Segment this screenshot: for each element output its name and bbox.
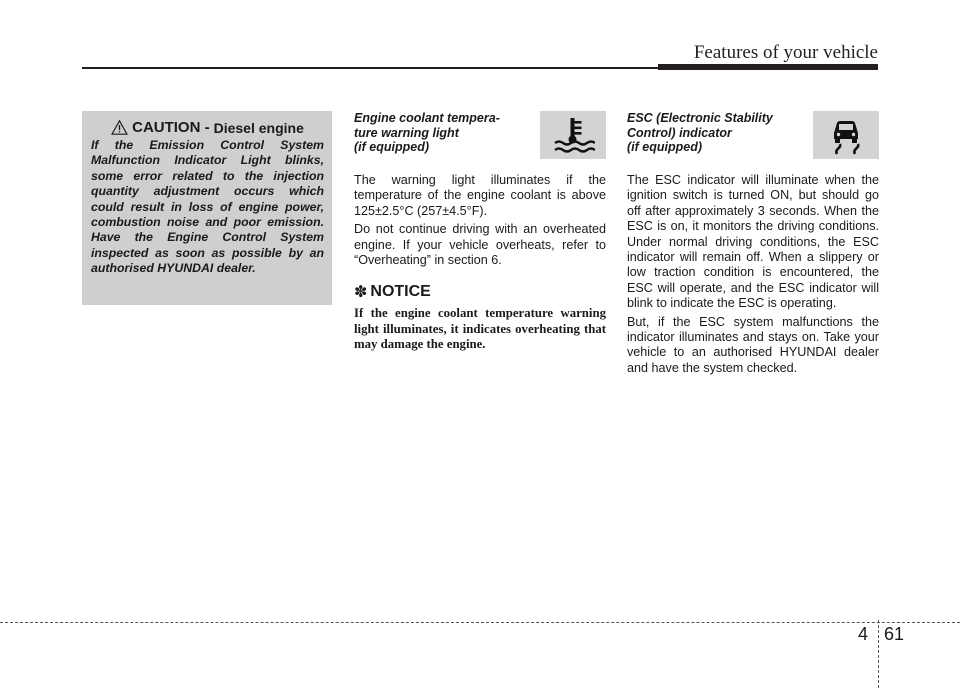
chapter-number: 4 (858, 624, 869, 644)
caution-subject: Diesel engine (213, 119, 304, 136)
header-rule-accent (658, 64, 878, 70)
esc-heading-line1: ESC (Electronic Stability (627, 111, 773, 125)
caution-body: If the Emission Control System Malfunction Indicator Light blinks, some error related to the injection quantity adjustment occurs which could result in loss of engine power, combustion noise and poor emission. Have the Engine Control System inspected as soon as possible by an authorised HYUNDAI dealer. (91, 138, 324, 276)
notice-body: If the engine coolant temperature warning light illuminates, it indicates overheating that may damage the engine. (354, 306, 606, 352)
caution-label: CAUTION - (132, 119, 210, 136)
coolant-section (354, 111, 606, 353)
page-number: 61 (884, 624, 905, 644)
warning-triangle-icon (111, 120, 128, 135)
caution-box (82, 111, 332, 305)
coolant-heading-line3: (if equipped) (354, 140, 429, 154)
coolant-icon-box (540, 111, 606, 159)
notice-label: NOTICE (370, 283, 431, 301)
coolant-heading-line1: Engine coolant tempera- (354, 111, 500, 125)
footer-separator (878, 620, 879, 688)
notice-heading (354, 282, 606, 302)
coolant-heading-line2: ture warning light (354, 125, 459, 140)
coolant-paragraph-1: The warning light illuminates if the temperature of the engine coolant is above 125±2.5°C (257±4.5°F). (354, 173, 606, 218)
esc-heading (627, 111, 807, 161)
skidding-car-icon (824, 114, 868, 156)
coolant-paragraph-2: Do not continue driving with an overheated engine. If your vehicle overheats, refer to “Overheating” in section 6. (354, 222, 606, 268)
esc-heading-line3: (if equipped) (627, 140, 702, 154)
footer-rule (0, 622, 960, 623)
esc-heading-line2: Control) indicator (627, 125, 732, 140)
esc-paragraph-1: The ESC indicator will illuminate when the ignition switch is turned ON, but should go off after approximately 3 seconds. When the ESC is on, it monitors the driving conditions. Under normal driving conditions, the ESC indicator will remain off. When a slippery or low traction condition is encountered, the ESC will operate, and the ESC indicator will blink to indicate the ESC is operating. (627, 173, 879, 311)
coolant-temperature-icon (551, 115, 595, 155)
page-header-title: Features of your vehicle (693, 42, 878, 63)
esc-icon-box (813, 111, 879, 159)
esc-paragraph-2: But, if the ESC system malfunctions the indicator illuminates and stays on. Take your vehicle to an authorised HYUNDAI dealer and have the system checked. (627, 314, 879, 375)
caution-heading (91, 119, 324, 136)
asterisk-icon: ✽ (354, 284, 368, 302)
esc-section (627, 111, 879, 376)
coolant-heading (354, 111, 534, 161)
